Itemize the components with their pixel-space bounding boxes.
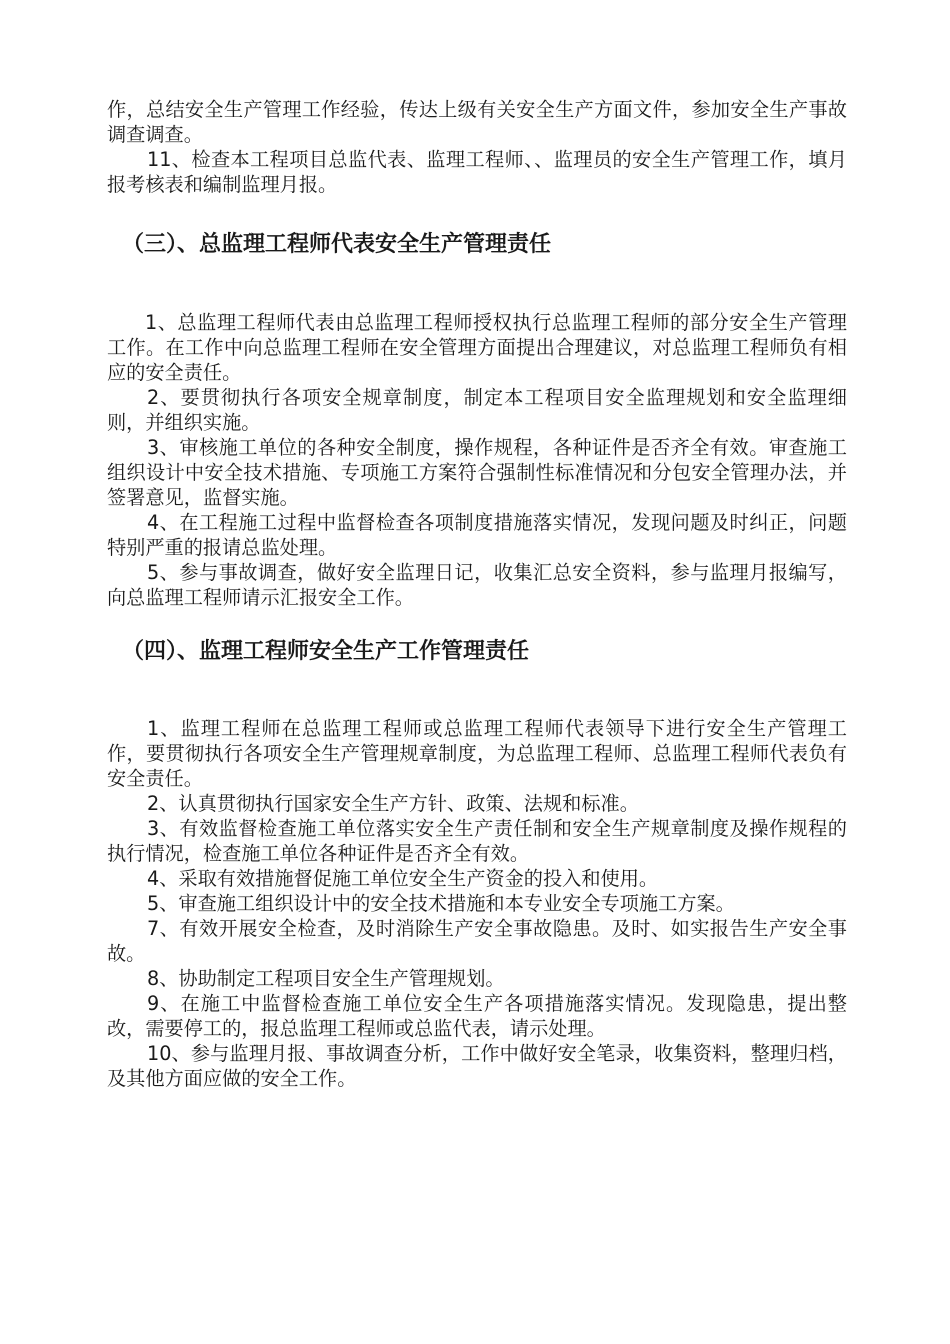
paragraph-continued: 作，总结安全生产管理工作经验，传达上级有关安全生产方面文件，参加安全生产事故调查调查。 [107,98,847,146]
section-4-item-3: 3、有效监督检查施工单位落实安全生产责任制和安全生产规章制度及操作规程的执行情况，检查施工单位各种证件是否齐全有效。 [107,817,847,865]
section-3-item-1: 1、总监理工程师代表由总监理工程师授权执行总监理工程师的部分安全生产管理工作。在工作中向总监理工程师在安全管理方面提出合理建议，对总监理工程师负有相应的安全责任。 [107,311,847,384]
section-4-heading: （四）、监理工程师安全生产工作管理责任 [122,639,530,664]
section-3-heading: （三）、总监理工程师代表安全生产管理责任 [122,232,552,257]
section-3-item-5: 5、参与事故调查，做好安全监理日记，收集汇总安全资料，参与监理月报编写，向总监理工程师请示汇报安全工作。 [107,561,847,609]
top-paragraphs [107,97,847,197]
section-4-item-1: 1、监理工程师在总监理工程师或总监理工程师代表领导下进行安全生产管理工作，要贯彻执行各项安全生产管理规章制度，为总监理工程师、总监理工程师代表负有安全责任。 [107,717,847,790]
section-3-body [107,310,847,610]
section-4-item-2: 2、认真贯彻执行国家安全生产方针、政策、法规和标准。 [147,792,639,815]
section-4-body [107,716,847,1091]
section-4-item-4: 4、采取有效措施督促施工单位安全生产资金的投入和使用。 [147,867,659,890]
section-4-item-9: 9、在施工中监督检查施工单位安全生产各项措施落实情况。发现隐患，提出整改，需要停工的，报总监理工程师或总监代表，请示处理。 [107,992,847,1040]
section-3-item-3: 3、审核施工单位的各种安全制度，操作规程，各种证件是否齐全有效。审查施工组织设计中安全技术措施、专项施工方案符合强制性标准情况和分包安全管理办法，并签署意见，监督实施。 [107,436,847,509]
section-3-item-2: 2、要贯彻执行各项安全规章制度，制定本工程项目安全监理规划和安全监理细则，并组织实施。 [107,386,847,434]
section-4-item-7: 7、有效开展安全检查，及时消除生产安全事故隐患。及时、如实报告生产安全事故。 [107,917,847,965]
section-4-item-8: 8、协助制定工程项目安全生产管理规划。 [147,967,505,990]
paragraph-item-11: 11、检查本工程项目总监代表、监理工程师、、监理员的安全生产管理工作，填月报考核表和编制监理月报。 [107,148,847,196]
section-4-item-5: 5、审查施工组织设计中的安全技术措施和本专业安全专项施工方案。 [147,892,735,915]
section-3-item-4: 4、在工程施工过程中监督检查各项制度措施落实情况，发现问题及时纠正，问题特别严重的报请总监处理。 [107,511,847,559]
section-4-item-10: 10、参与监理月报、事故调查分析，工作中做好安全笔录，收集资料，整理归档，及其他方面应做的安全工作。 [107,1042,847,1090]
